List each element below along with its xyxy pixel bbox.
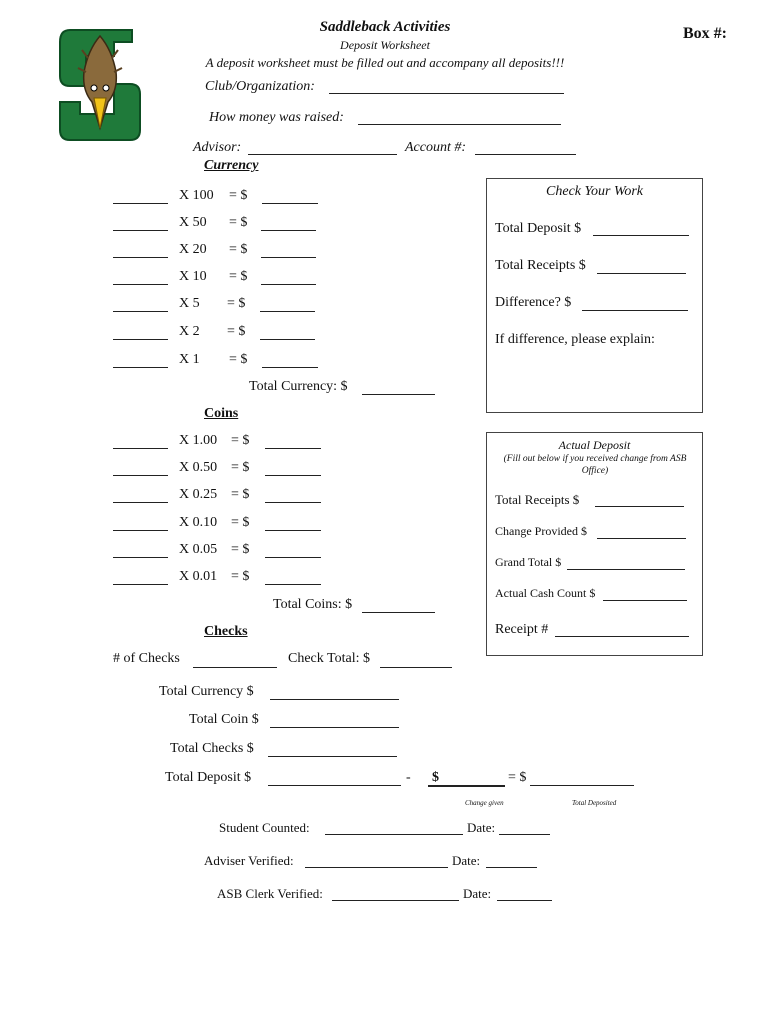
check-your-work-title: Check Your Work [546,184,643,199]
instruction-text: A deposit worksheet must be filled out and accompany all deposits!!! [205,55,565,70]
cyw-total-deposit-field[interactable] [593,235,689,236]
cyw-difference-label: Difference? $ [495,295,572,310]
currency-count-field[interactable] [113,257,168,258]
clerk-date-field[interactable] [497,900,552,901]
coin-amount-field[interactable] [265,584,321,585]
coin-count-field[interactable] [113,530,168,531]
total-coins-field[interactable] [362,612,435,613]
actual-deposit-title: Actual Deposit [558,438,631,452]
coin-multiplier: X 0.50 [179,460,218,475]
coin-equals: = $ [231,487,250,502]
coin-amount-field[interactable] [265,475,321,476]
cyw-difference-field[interactable] [582,310,688,311]
coin-equals: = $ [231,433,250,448]
currency-count-field[interactable] [113,311,168,312]
adviser-date-label: Date: [452,853,481,868]
page-subtitle: Deposit Worksheet [340,38,430,52]
currency-count-field[interactable] [113,203,168,204]
advisor-label: Advisor: [193,140,242,155]
summary-total-coin-field[interactable] [270,727,399,728]
ad-total-receipts-label: Total Receipts $ [495,492,580,507]
coin-amount-field[interactable] [265,502,321,503]
checks-heading: Checks [204,624,248,639]
check-total-field[interactable] [380,667,452,668]
ad-change-provided-field[interactable] [597,538,686,539]
club-label: Club/Organization: [205,79,315,94]
minus-sign: - [406,770,411,785]
equals-dollar: = $ [508,770,527,785]
coin-count-field[interactable] [113,584,168,585]
total-deposited-caption: Total Deposited [572,799,617,807]
coin-amount-field[interactable] [265,530,321,531]
currency-multiplier: X 50 [179,215,207,230]
adviser-verified-field[interactable] [305,867,448,868]
box-number-label: Box #: [683,25,727,42]
currency-amount-field[interactable] [261,284,316,285]
total-currency-label: Total Currency: $ [249,379,348,394]
summary-total-checks-field[interactable] [268,756,397,757]
currency-amount-field[interactable] [261,257,316,258]
change-given-caption: Change given [465,799,504,807]
clerk-verified-label: ASB Clerk Verified: [217,886,323,901]
total-coins-label: Total Coins: $ [273,597,353,612]
coin-count-field[interactable] [113,475,168,476]
summary-total-deposit-field[interactable] [268,785,401,786]
cyw-total-receipts-field[interactable] [597,273,686,274]
check-count-label: # of Checks [113,651,180,666]
student-counted-field[interactable] [325,834,463,835]
summary-total-deposit-label: Total Deposit $ [165,770,252,785]
coin-count-field[interactable] [113,448,168,449]
coin-count-field[interactable] [113,502,168,503]
change-given-field[interactable] [428,785,505,787]
student-date-field[interactable] [499,834,550,835]
account-label: Account #: [405,140,467,155]
ad-grand-total-label: Grand Total $ [495,555,562,569]
summary-total-currency-label: Total Currency $ [159,684,254,699]
ad-grand-total-field[interactable] [567,569,685,570]
cyw-total-receipts-label: Total Receipts $ [495,258,586,273]
summary-total-checks-label: Total Checks $ [170,741,254,756]
clerk-verified-field[interactable] [332,900,459,901]
currency-multiplier: X 2 [179,324,200,339]
account-field[interactable] [475,154,576,155]
coin-equals: = $ [231,542,250,557]
summary-total-coin-label: Total Coin $ [189,712,259,727]
cyw-explain-label: If difference, please explain: [495,332,655,347]
adviser-verified-label: Adviser Verified: [204,853,294,868]
coin-amount-field[interactable] [265,448,321,449]
student-date-label: Date: [467,820,496,835]
currency-multiplier: X 10 [179,269,207,284]
coins-heading: Coins [204,406,239,421]
currency-multiplier: X 100 [179,188,214,203]
adviser-date-field[interactable] [486,867,537,868]
currency-count-field[interactable] [113,284,168,285]
check-count-field[interactable] [193,667,277,668]
coin-equals: = $ [231,460,250,475]
coin-amount-field[interactable] [265,557,321,558]
coin-multiplier: X 0.25 [179,487,218,502]
currency-equals: = $ [229,215,248,230]
advisor-field[interactable] [248,154,397,155]
currency-equals: = $ [227,324,246,339]
page-title: Saddleback Activities [319,19,451,35]
ad-cash-count-field[interactable] [603,600,687,601]
currency-count-field[interactable] [113,367,168,368]
coin-multiplier: X 0.01 [179,569,218,584]
ad-cash-count-label: Actual Cash Count $ [495,586,596,600]
check-total-label: Check Total: $ [288,651,370,666]
ad-receipt-field[interactable] [555,636,689,637]
cyw-total-deposit-label: Total Deposit $ [495,221,582,236]
currency-equals: = $ [229,188,248,203]
currency-amount-field[interactable] [260,339,315,340]
currency-amount-field[interactable] [260,311,315,312]
club-field[interactable] [329,93,564,94]
total-deposited-field[interactable] [530,785,634,786]
ad-total-receipts-field[interactable] [595,506,684,507]
currency-amount-field[interactable] [262,203,318,204]
ad-change-provided-label: Change Provided $ [495,524,587,538]
coin-multiplier: X 0.10 [179,515,218,530]
cyw-explain-area[interactable] [495,352,691,404]
currency-amount-field[interactable] [262,367,318,368]
coin-count-field[interactable] [113,557,168,558]
currency-heading: Currency [204,158,259,173]
coin-multiplier: X 0.05 [179,542,218,557]
currency-equals: = $ [229,269,248,284]
coin-equals: = $ [231,569,250,584]
how-raised-label: How money was raised: [209,110,344,125]
ad-receipt-label: Receipt # [495,622,549,637]
currency-equals: = $ [229,352,248,367]
coin-multiplier: X 1.00 [179,433,218,448]
total-currency-field[interactable] [362,394,435,395]
change-dollar-sign: $ [432,770,439,785]
currency-count-field[interactable] [113,339,168,340]
currency-multiplier: X 20 [179,242,207,257]
summary-total-currency-field[interactable] [270,699,399,700]
student-counted-label: Student Counted: [219,820,310,835]
how-raised-field[interactable] [358,124,561,125]
currency-equals: = $ [229,242,248,257]
currency-multiplier: X 5 [179,296,200,311]
coin-equals: = $ [231,515,250,530]
currency-equals: = $ [227,296,246,311]
clerk-date-label: Date: [463,886,492,901]
currency-amount-field[interactable] [261,230,316,231]
currency-count-field[interactable] [113,230,168,231]
currency-multiplier: X 1 [179,352,200,367]
actual-deposit-note: (Fill out below if you received change from ASB Office) [503,454,687,476]
